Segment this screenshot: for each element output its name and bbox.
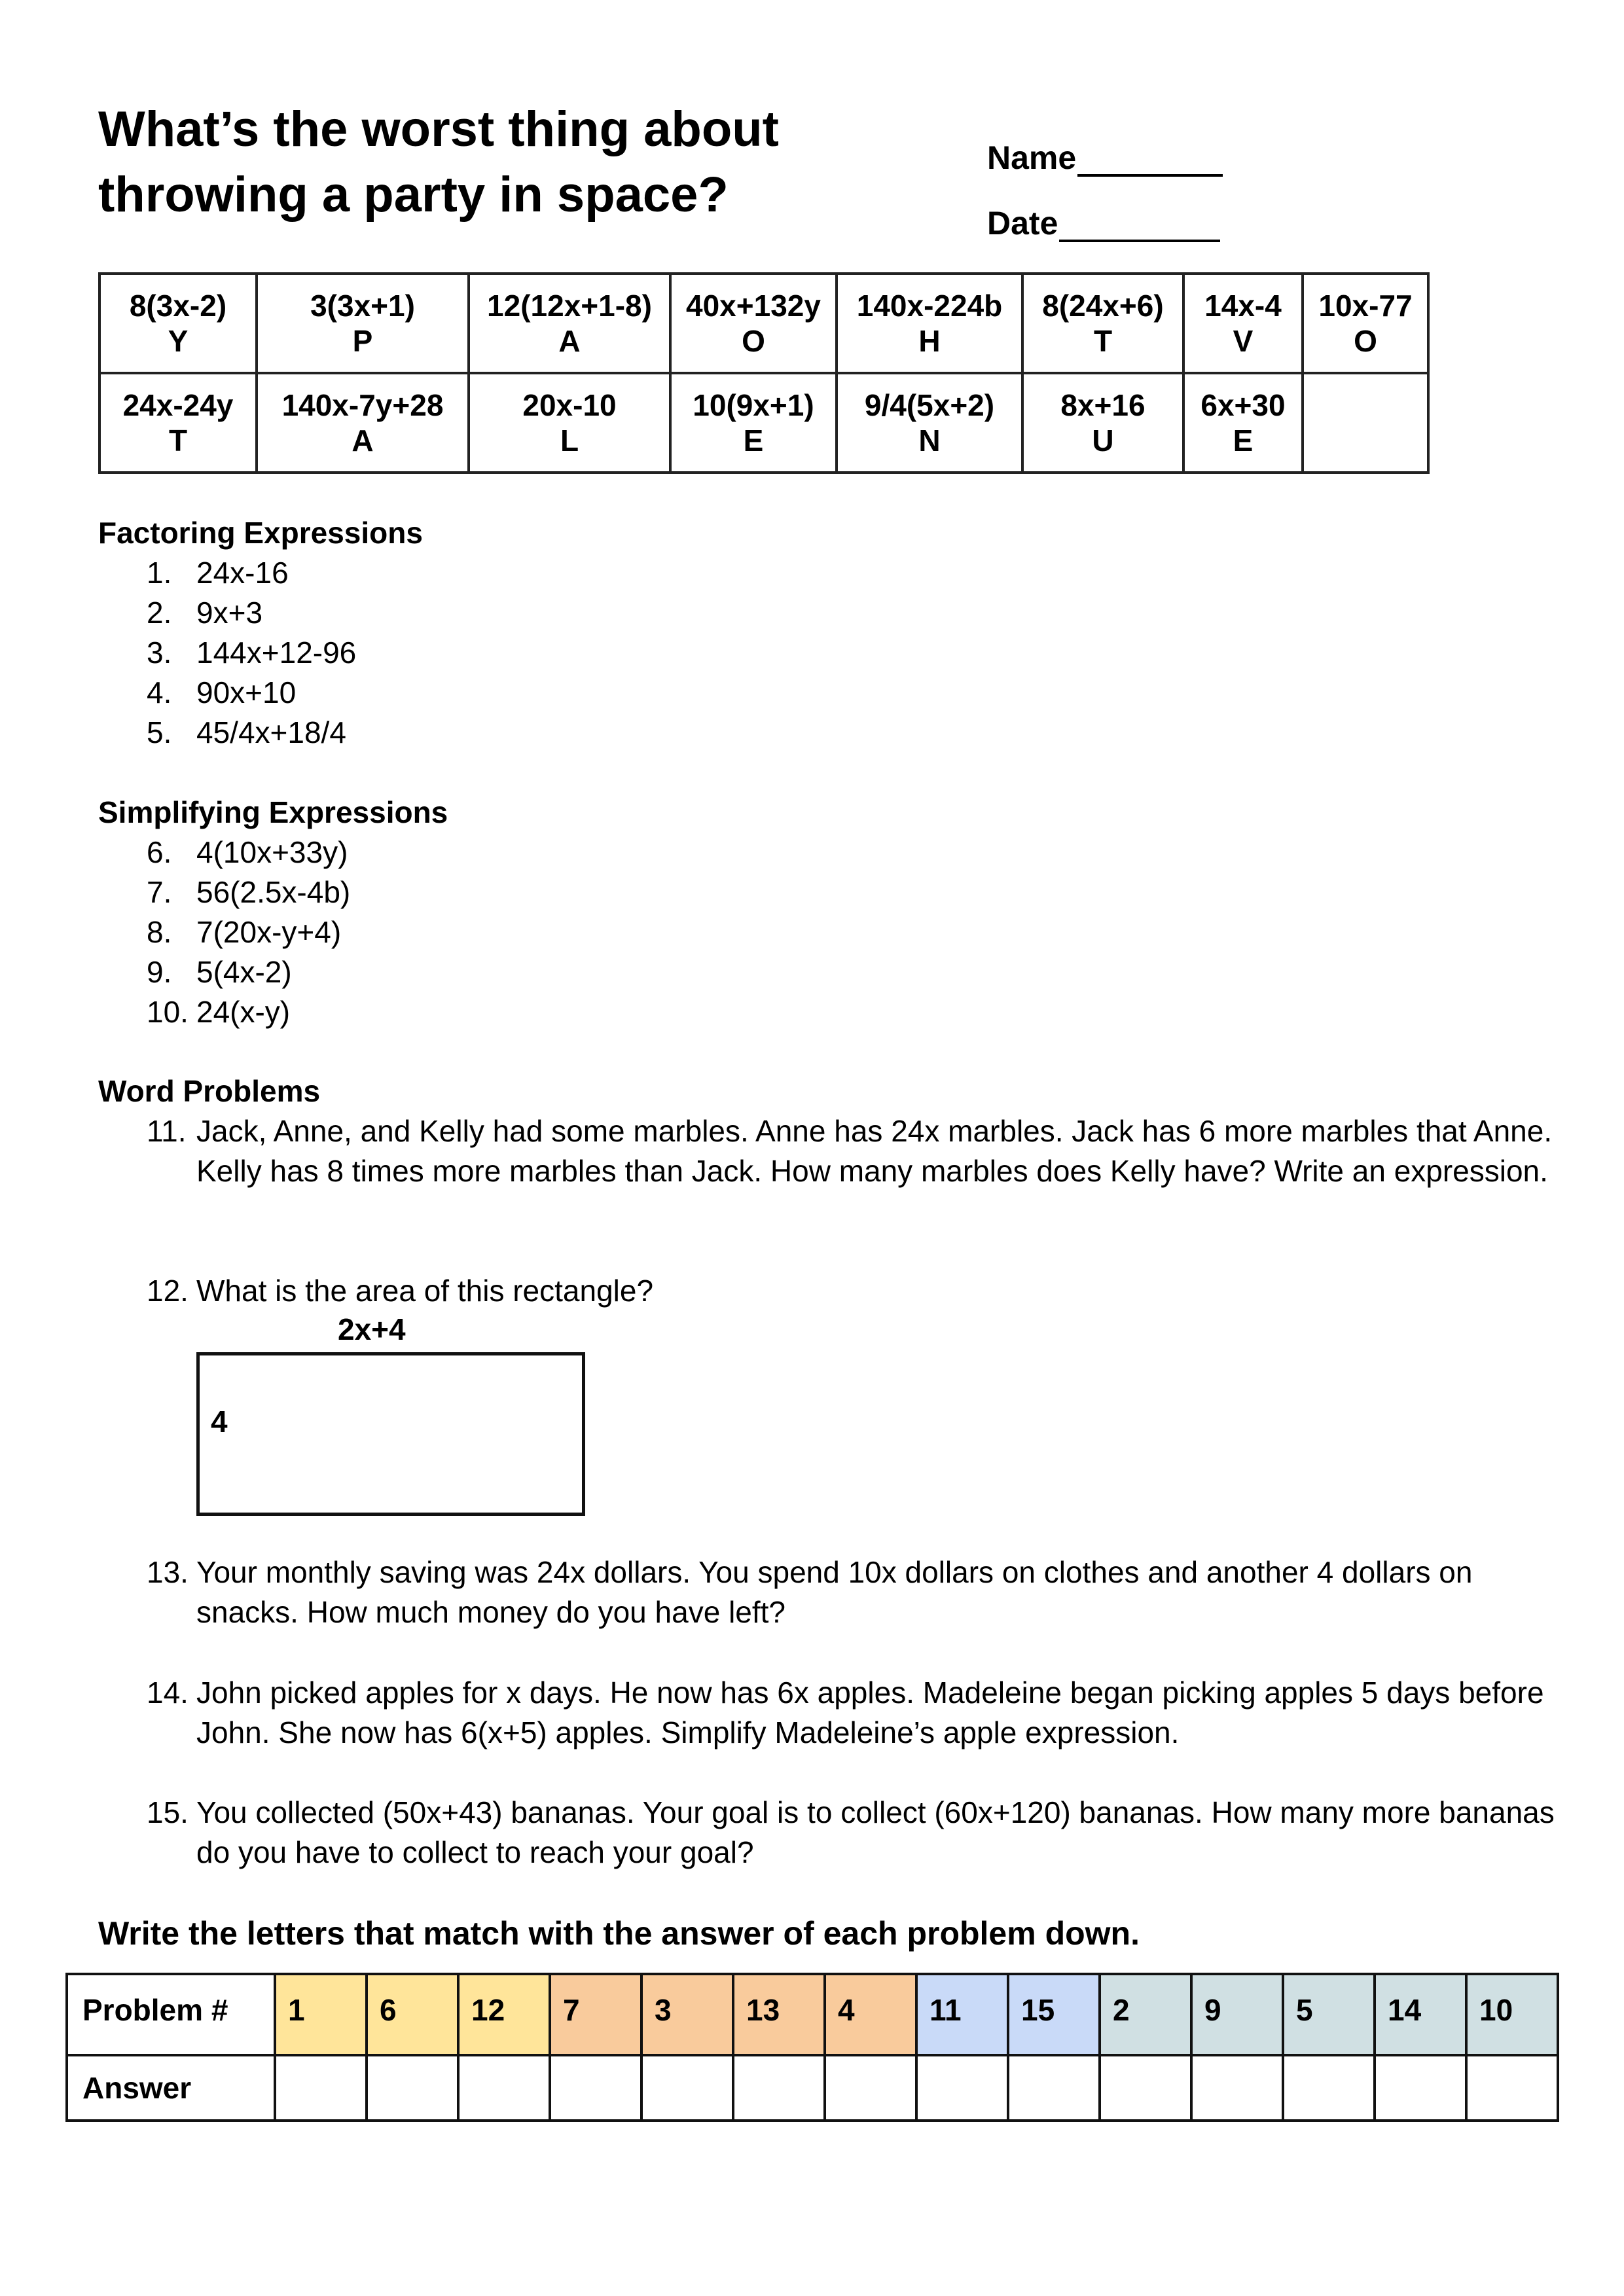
item-text: Your monthly saving was 24x dollars. You spend 10x dollars on clothes and another 4 dollars on snacks. How much money do you have left? <box>196 1555 1473 1629</box>
answer-cell[interactable] <box>641 2055 733 2121</box>
problem-number-cell: 4 <box>825 1974 916 2055</box>
problem-number-cell: 3 <box>641 1974 733 2055</box>
key-cell <box>1303 274 1428 373</box>
key-cell <box>837 373 1022 473</box>
item-number: 1. <box>147 556 172 590</box>
key-expression: 24x-24y <box>122 388 234 422</box>
item-text: 4(10x+33y) <box>196 835 348 869</box>
problem-row-label: Problem # <box>67 1974 275 2055</box>
key-cell <box>99 373 257 473</box>
key-expression: 8(3x-2) <box>129 289 227 323</box>
key-expression: 10(9x+1) <box>693 388 814 422</box>
date-row <box>987 177 1223 242</box>
problem-number-cell: 2 <box>1100 1974 1191 2055</box>
problem-number-cell: 13 <box>733 1974 825 2055</box>
name-row <box>987 111 1223 177</box>
key-expression: 140x-7y+28 <box>281 388 444 422</box>
key-letter: H <box>918 324 941 358</box>
key-expression: 14x-4 <box>1204 289 1282 323</box>
list-item <box>98 912 448 952</box>
key-expression: 8x+16 <box>1060 388 1146 422</box>
item-number: 2. <box>147 596 172 630</box>
factoring-section <box>98 512 423 753</box>
word-problem-12 <box>147 1271 1574 1311</box>
key-cell <box>1183 274 1303 373</box>
answer-cell[interactable] <box>733 2055 825 2121</box>
item-number: 3. <box>147 636 172 670</box>
answer-cell[interactable] <box>825 2055 916 2121</box>
item-text: 5(4x-2) <box>196 955 292 989</box>
title-line-1: What’s the worst thing about <box>98 101 779 157</box>
problem-number-cell: 6 <box>367 1974 458 2055</box>
answer-cell[interactable] <box>458 2055 550 2121</box>
list-item <box>98 673 423 713</box>
answer-cell[interactable] <box>1466 2055 1558 2121</box>
key-cell-empty <box>1303 373 1428 473</box>
name-field[interactable] <box>1077 149 1223 177</box>
key-cell <box>670 274 837 373</box>
key-cell <box>257 373 469 473</box>
answer-key-table <box>98 272 1430 474</box>
list-item <box>98 833 448 872</box>
key-expression: 8(24x+6) <box>1042 289 1164 323</box>
list-item <box>98 553 423 593</box>
key-letter: E <box>1233 423 1254 457</box>
key-letter: A <box>352 423 374 457</box>
item-number: 4. <box>147 675 172 709</box>
key-letter: O <box>1354 324 1377 358</box>
list-item <box>98 952 448 992</box>
item-text: 24x-16 <box>196 556 289 590</box>
key-expression: 3(3x+1) <box>310 289 415 323</box>
problem-number-cell: 1 <box>275 1974 367 2055</box>
key-expression: 40x+132y <box>686 289 821 323</box>
key-letter: Y <box>168 324 189 358</box>
key-expression: 140x-224b <box>856 289 1003 323</box>
item-text: 144x+12-96 <box>196 636 357 670</box>
item-number: 12. <box>147 1274 189 1308</box>
factoring-heading: Factoring Expressions <box>98 516 423 550</box>
answer-cell[interactable] <box>1375 2055 1466 2121</box>
item-number: 9. <box>147 955 172 989</box>
simplifying-heading: Simplifying Expressions <box>98 795 448 829</box>
word-problem-15 <box>147 1793 1574 1873</box>
key-cell <box>837 274 1022 373</box>
list-item <box>98 872 448 912</box>
item-number: 6. <box>147 835 172 869</box>
problem-number-cell: 9 <box>1191 1974 1283 2055</box>
item-text: Jack, Anne, and Kelly had some marbles. Anne has 24x marbles. Jack has 6 more marbles that Anne. Kelly has 8 times more marbles than Jack. How many marbles does Kelly have? Write an expression. <box>196 1114 1553 1188</box>
key-letter: T <box>1093 324 1113 358</box>
item-number: 5. <box>147 715 172 749</box>
key-cell <box>469 274 670 373</box>
problem-number-cell: 5 <box>1283 1974 1375 2055</box>
answer-cell[interactable] <box>1008 2055 1100 2121</box>
item-number: 8. <box>147 915 172 949</box>
problem-number-cell: 15 <box>1008 1974 1100 2055</box>
rectangle-width-label: 2x+4 <box>338 1312 406 1346</box>
problem-number-cell: 10 <box>1466 1974 1558 2055</box>
item-number: 7. <box>147 875 172 909</box>
key-cell <box>670 373 837 473</box>
answer-cell[interactable] <box>550 2055 641 2121</box>
key-cell <box>99 274 257 373</box>
date-field[interactable] <box>1059 215 1220 242</box>
item-number: 11. <box>147 1114 187 1148</box>
simplifying-section <box>98 792 448 1032</box>
key-row-2 <box>99 373 1428 473</box>
key-expression: 9/4(5x+2) <box>864 388 995 422</box>
item-text: 9x+3 <box>196 596 263 630</box>
word-problems-heading: Word Problems <box>98 1074 321 1108</box>
date-label: Date <box>987 205 1058 242</box>
item-number: 15. <box>147 1795 189 1829</box>
problem-number-row <box>67 1974 1558 2055</box>
item-text: What is the area of this rectangle? <box>196 1274 654 1308</box>
item-text: 45/4x+18/4 <box>196 715 346 749</box>
simplifying-list <box>98 833 448 1032</box>
item-text: John picked apples for x days. He now has 6x apples. Madeleine began picking apples 5 days before John. She now has 6(x+5) apples. Simplify Madeleine’s apple expression. <box>196 1676 1544 1749</box>
list-item <box>98 593 423 633</box>
item-number: 10. <box>147 995 189 1029</box>
key-letter: P <box>352 324 373 358</box>
word-problem-11 <box>147 1111 1574 1191</box>
key-letter: E <box>743 423 764 457</box>
key-cell <box>469 373 670 473</box>
key-expression: 12(12x+1-8) <box>487 289 652 323</box>
name-label: Name <box>987 139 1077 176</box>
problem-number-cell: 11 <box>916 1974 1008 2055</box>
list-item <box>98 713 423 753</box>
item-text: 24(x-y) <box>196 995 291 1029</box>
item-number: 14. <box>147 1676 189 1710</box>
key-letter: L <box>560 423 579 457</box>
key-letter: O <box>742 324 765 358</box>
list-item <box>98 992 448 1032</box>
answer-row <box>67 2055 1558 2121</box>
answer-cell[interactable] <box>1100 2055 1191 2121</box>
item-number: 13. <box>147 1555 189 1589</box>
key-cell <box>257 274 469 373</box>
item-text: 7(20x-y+4) <box>196 915 342 949</box>
item-text: 90x+10 <box>196 675 297 709</box>
title-line-2: throwing a party in space? <box>98 167 729 223</box>
answer-cell[interactable] <box>1283 2055 1375 2121</box>
name-date-block <box>987 111 1223 242</box>
key-letter: U <box>1092 423 1114 457</box>
list-item <box>98 633 423 673</box>
key-expression: 10x-77 <box>1318 289 1413 323</box>
key-expression: 6x+30 <box>1200 388 1286 422</box>
key-expression: 20x-10 <box>522 388 617 422</box>
answer-cell[interactable] <box>275 2055 367 2121</box>
word-problem-13 <box>147 1552 1574 1632</box>
key-letter: V <box>1233 324 1254 358</box>
item-text: You collected (50x+43) bananas. Your goal is to collect (60x+120) bananas. How many more bananas do you have to collect to reach your goal? <box>196 1795 1555 1869</box>
worksheet-title <box>98 97 916 228</box>
factoring-list <box>98 553 423 753</box>
rectangle-height-label: 4 <box>211 1405 228 1439</box>
answer-instruction: Write the letters that match with the answer of each problem down. <box>98 1915 1140 1952</box>
key-letter: N <box>918 423 941 457</box>
answer-cell[interactable] <box>1191 2055 1283 2121</box>
problem-number-cell: 12 <box>458 1974 550 2055</box>
key-cell <box>1022 274 1183 373</box>
item-text: 56(2.5x-4b) <box>196 875 351 909</box>
problem-number-cell: 7 <box>550 1974 641 2055</box>
key-cell <box>1022 373 1183 473</box>
answer-cell[interactable] <box>367 2055 458 2121</box>
problem-number-cell: 14 <box>1375 1974 1466 2055</box>
key-cell <box>1183 373 1303 473</box>
rectangle-diagram <box>196 1352 585 1516</box>
key-letter: T <box>168 423 188 457</box>
answer-row-label: Answer <box>67 2055 275 2121</box>
answer-grid <box>65 1973 1559 2122</box>
word-problem-14 <box>147 1673 1574 1753</box>
answer-cell[interactable] <box>916 2055 1008 2121</box>
key-letter: A <box>558 324 581 358</box>
key-row-1 <box>99 274 1428 373</box>
